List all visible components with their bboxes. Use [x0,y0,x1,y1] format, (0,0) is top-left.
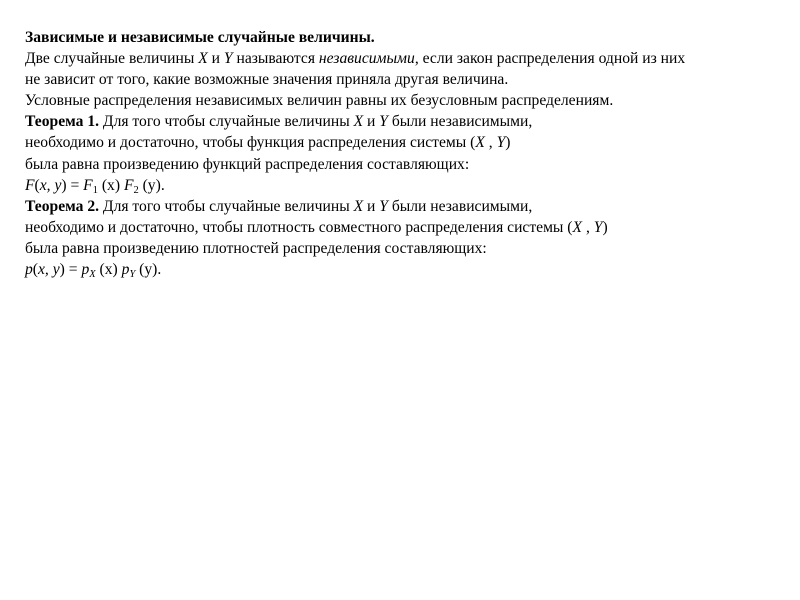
theorem2-condition-text: необходимо и достаточно, чтобы плотность совместного распределения системы ( [25,218,573,236]
theorem2-text-b: были независимыми, [387,197,533,215]
theorem2-formula-lhs-fn: p [25,261,33,279]
theorem2-formula-end: . [157,261,162,279]
theorem2-formula-f2-sub: Y [129,269,136,281]
theorem2-system-x: X [572,218,583,236]
page-title: Зависимые и независимые случайные величины. [25,29,375,46]
theorem2-line-1 [25,196,785,217]
theorem2-variable-x: X [353,197,364,215]
theorem1-text-b: были независимыми, [387,113,533,131]
theorem1-formula-f2: F [123,176,134,194]
theorem1-formula-f1-arg: (x) [97,176,124,194]
theorem2-text-a: Для того чтобы случайные величины [99,197,354,215]
variable-x: X [198,50,208,68]
theorem2-formula-lhs-args: x, y [38,261,60,279]
theorem2-system-close: ) [602,218,608,236]
theorem2-formula-lhs-open: ( [32,261,38,279]
theorem1-formula-end: . [160,176,165,194]
theorem2-line-3: была равна произведению плотностей распределения составляющих: [25,239,487,257]
theorem1-formula-lhs-open: ( [34,176,40,194]
theorem1-text-a: Для того чтобы случайные величины [99,113,354,131]
theorem1-formula-f1: F [83,176,93,194]
slide-content [25,27,785,280]
theorem1-formula-f2-sub: 2 [133,184,139,196]
theorem2-formula-f1-sub: X [89,269,96,281]
theorem2-formula-f1-arg: (x) [95,261,122,279]
theorem1-system-sep: , [484,134,497,152]
theorem2-label: Теорема 2. [25,197,100,215]
definition-text-c: , если закон распределения одной из них [414,50,686,68]
definition-text-b: называются [232,50,319,68]
definition-line-2: не зависит от того, какие возможные значения приняла другая величина. [25,71,509,89]
theorem1-condition-text: необходимо и достаточно, чтобы функция распределения системы ( [25,134,476,152]
theorem1-formula-f1-sub: 1 [92,184,98,196]
theorem1-system-y: Y [496,134,506,152]
theorem2-formula-f2-arg: (y) [135,261,158,279]
theorem2-line-2 [25,217,785,238]
theorem2-conjunction: и [363,197,380,215]
theorem2-system-sep: , [582,218,594,236]
theorem2-variable-y: Y [379,197,388,215]
theorem1-formula-lhs-args: x, y [39,176,62,194]
theorem1-line-2 [25,132,785,153]
variable-y: Y [223,50,233,68]
theorem1-formula-f2-arg: (y) [138,176,161,194]
theorem1-line-3: была равна произведению функций распределения составляющих: [25,155,470,173]
definition-text-a: Две случайные величины [25,50,199,68]
theorem1-label: Теорема 1. [25,113,100,131]
theorem1-formula [25,175,785,196]
theorem1-conjunction: и [363,113,380,131]
theorem2-formula-f1: p [81,261,90,279]
conjunction: и [207,50,224,68]
defined-term: независимыми [318,50,415,68]
theorem1-formula-lhs-fn: F [25,176,35,194]
conditional-note: Условные распределения независимых величин равны их безусловным распределениям. [25,92,614,110]
theorem1-variable-y: Y [379,113,388,131]
theorem1-variable-x: X [353,113,364,131]
definition-line-1 [25,48,785,69]
theorem2-system-y: Y [593,218,603,236]
theorem2-formula-lhs-close: ) = [59,261,82,279]
theorem2-formula-f2: p [121,261,130,279]
theorem1-formula-lhs-close: ) = [61,176,84,194]
theorem1-line-1 [25,111,785,132]
theorem2-formula [25,259,785,280]
theorem1-system-close: ) [505,134,511,152]
theorem1-system-x: X [475,134,485,152]
